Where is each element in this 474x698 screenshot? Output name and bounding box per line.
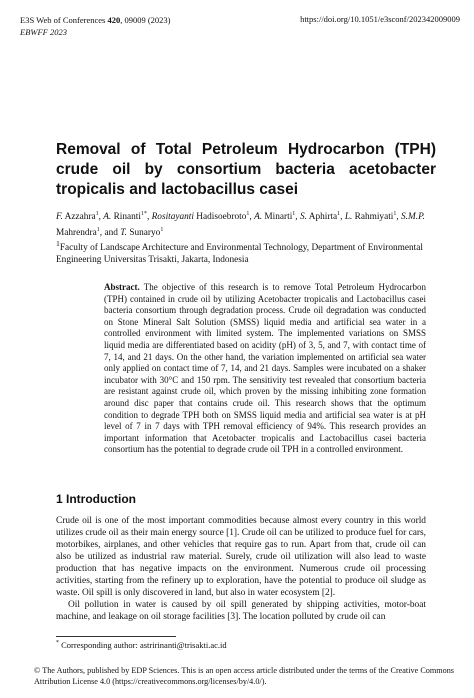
affiliation-mark: 1 (56, 239, 60, 248)
author-given-name: L. (344, 212, 353, 223)
author-surname: Aphirta (306, 212, 338, 223)
author (56, 212, 99, 222)
author-affiliation-mark: 1 (292, 211, 296, 217)
paragraph: Crude oil is one of the most important commodities because almost every country in this world utilizes crude oil as their main energy source [1]. Crude oil can be utilized to produce fuel for cars, motorbikes, airplanes, and other vehicles that require gas to run. Apart from that, crude oil can also be utilized as industrial raw material. Surely, crude oil utilization will also lead to waste production that has negative impacts on the environment. Numerous crude oil processing activities, starting from the refinery up to exploration, have the potential to produce oil sludge as waste. Oil spill is only discovered in land, but also in water ecosystem [2]. (56, 516, 427, 598)
author-surname: Rinanti (111, 212, 141, 223)
author (300, 212, 340, 222)
author (120, 228, 163, 238)
author-affiliation-mark: 1* (140, 211, 147, 217)
author (103, 212, 147, 222)
author-affiliation-mark: 1 (393, 211, 397, 217)
author-given-name: A. (103, 212, 112, 223)
abstract-label: Abstract. (104, 282, 140, 292)
author (345, 212, 397, 222)
abstract (104, 282, 426, 456)
abstract-text: The objective of this research is to remove Total Petroleum Hydrocarbon (TPH) contained in crude oil by utilizing Acetobacter tropicalis and Lactobacillus casei bacteria consortium through degradation process. Crude oil degradation was conducted on Stone Mineral Salt Solution (SMSS) liquid media and artificial sea water in a controlled environment with limited system. The implemented variations on SMSS liquid media are differentiated based on acidity (pH) of 3, 5, and 7, with contact time of 7, 14, and 21 days. On the other hand, the variation implemented on artificial sea water only applied on contact time of 7, 14, and 21 days. Samples were incubated on a shaker incubator with 30°C and 150 rpm. The sensitivity test revealed that consortium bacteria are resistant against crude oil, which proven by the missing inhibiting zone formation around disc paper that contains crude oil. This research shows that the optimum condition to degrade TPH both on SMSS liquid media and artificial sea water is at pH level of 7 in 7 days with TPH removal efficiency of 94%. This research provides an important information that Acetobacter tropicalis and Lactobacillus casei bacteria consortium has the potential to degrade crude oil TPH in a controlled environment. (104, 282, 426, 455)
author-surname: Mahrendra (56, 228, 97, 239)
author-given-name: F. (56, 212, 63, 223)
author-surname: Azzahra (62, 212, 96, 223)
author-surname: Rahmiyati (352, 212, 394, 223)
paragraph: Oil pollution in water is caused by oil spill generated by shipping activities, motor-boat machine, and leakage on oil storage facilities [3]. The location polluted by crude oil can (56, 600, 426, 622)
author-given-name: A. (254, 212, 263, 223)
author (254, 212, 295, 222)
author-affiliation-mark: 1 (246, 211, 250, 217)
author-surname: Hadisoebroto (193, 212, 247, 223)
author-affiliation-mark: 1 (160, 227, 164, 234)
volume-number: 420 (107, 15, 121, 25)
section-heading: 1 Introduction (56, 492, 136, 506)
article-number: , 09009 (2023) (120, 15, 171, 25)
footnote-mark: * (56, 640, 59, 647)
corresponding-author[interactable]: Corresponding author: astririnanti@trisakti.ac.id (61, 640, 227, 650)
author-affiliation-mark: 1 (95, 211, 99, 217)
author-surname: Minarti (262, 212, 293, 223)
running-header (20, 14, 171, 38)
body-text (56, 515, 426, 623)
author-given-name: S. (299, 212, 307, 223)
author-given-name: S.M.P. (401, 212, 425, 223)
footnote-divider (56, 636, 176, 637)
author-list: F. Azzahra$^1$, A. Rinanti$^{1*}$, Rositayanti Hadisoebroto$^1$, A. Minarti$^1$, S. Aphirta$^1$, L. Rahmiyati$^1$, S.M.P. Mahrendra$^1$, and T. Sunaryo$^1$ (56, 211, 425, 239)
author-given-name: T. (120, 228, 128, 239)
footnote (56, 640, 227, 650)
author-surname: Sunaryo (127, 228, 161, 239)
affiliation (56, 238, 428, 266)
affiliation-text: Faculty of Landscape Architecture and Environmental Technology, Department of Environmental Engineering Universitas Trisakti, Jakarta, Indonesia (56, 243, 423, 266)
author (152, 212, 250, 222)
author-affiliation-mark: 1 (96, 227, 100, 234)
paper-title: Removal of Total Petroleum Hydrocarbon (TPH) crude oil by consortium bacteria acetobacter tropicalis and lactobacillus casei (56, 141, 436, 198)
journal-name: E3S Web of Conferences (20, 15, 108, 25)
copyright-notice: © The Authors, published by EDP Sciences. This is an open access article distributed under the terms of the Creative Commons Attribution License 4.0 (https://creativecommons.org/licenses/by/4.0/). (34, 666, 454, 686)
doi-link[interactable]: https://doi.org/10.1051/e3sconf/202342009009 (300, 14, 460, 24)
author-given-name: Rositayanti (151, 212, 194, 223)
author-affiliation-mark: 1 (337, 211, 341, 217)
conference-name: EBWFF 2023 (20, 27, 67, 37)
